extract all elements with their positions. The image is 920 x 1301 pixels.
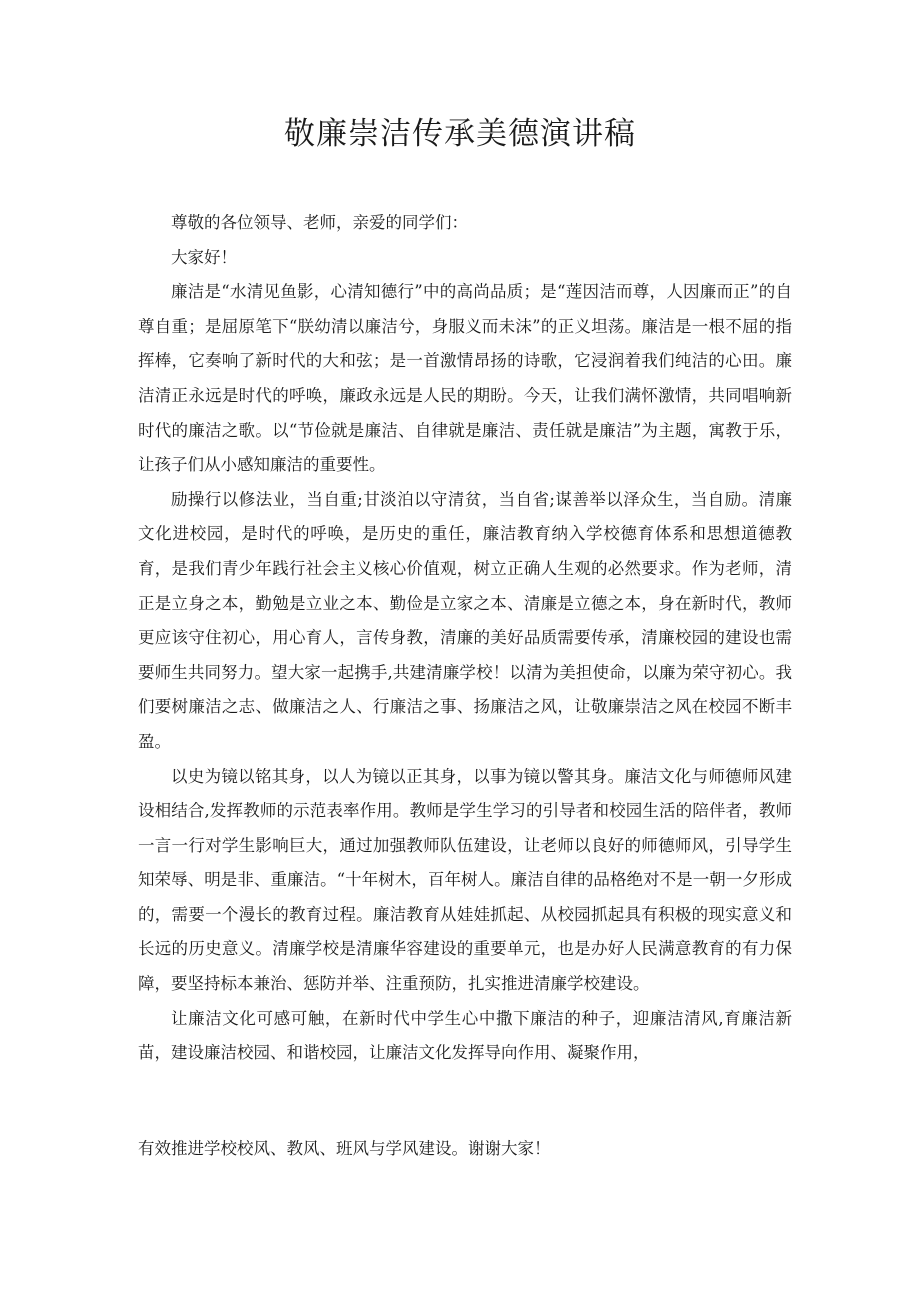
greeting: 大家好！	[171, 247, 237, 267]
document-body	[138, 206, 792, 1071]
paragraph-4: 让廉洁文化可感可触，在新时代中学生心中撒下廉洁的种子，迎廉洁清风,育廉洁新苗，建设廉洁校园、和谐校园，让廉洁文化发挥导向作用、凝聚作用，	[138, 1008, 792, 1063]
paragraph-3: 以史为镜以铭其身，以人为镜以正其身，以事为镜以警其身。廉洁文化与师德师风建设相结合,发挥教师的示范表率作用。教师是学生学习的引导者和校园生活的陪伴者，教师一言一行对学生影响巨大，通过加强教师队伍建设，让老师以良好的师德师风，引导学生知荣辱、明是非、重廉洁。“十年树木，百年树人。廉洁自律的品格绝对不是一朝一夕形成的，需要一个漫长的教育过程。廉洁教育从娃娃抓起、从校园抓起具有积极的现实意义和长远的历史意义。清廉学校是清廉华容建设的重要单元，也是办好人民满意教育的有力保障，要坚持标本兼治、惩防并举、注重预防，扎实推进清廉学校建设。	[138, 766, 792, 994]
closing-line: 有效推进学校校风、教风、班风与学风建设。谢谢大家！	[138, 1139, 551, 1158]
paragraph-2: 励操行以修法业，当自重;甘淡泊以守清贫，当自省;谋善举以泽众生，当自励。清廉文化进校园，是时代的呼唤，是历史的重任，廉洁教育纳入学校德育体系和思想道德教育，是我们青少年践行社会主义核心价值观，树立正确人生观的必然要求。作为老师，清正是立身之本，勤勉是立业之本、勤俭是立家之本、清廉是立德之本，身在新时代，教师更应该守住初心，用心育人，言传身教，清廉的美好品质需要传承，清廉校园的建设也需要师生共同努力。望大家一起携手,共建清廉学校！以清为美担使命，以廉为荣守初心。我们要树廉洁之志、做廉洁之人、行廉洁之事、扬廉洁之风，让敬廉崇洁之风在校园不断丰盈。	[138, 489, 792, 751]
paragraph-1: 廉洁是“水清见鱼影，心清知德行”中的高尚品质；是“莲因洁而尊，人因廉而正”的自尊自重；是屈原笔下“朕幼清以廉洁兮，身服义而未沫”的正义坦荡。廉洁是一根不屈的指挥棒，它奏响了新时代的大和弦；是一首激情昂扬的诗歌，它浸润着我们纯洁的心田。廉洁清正永远是时代的呼唤，廉政永远是人民的期盼。今天，让我们满怀激情，共同唱响新时代的廉洁之歌。以“节俭就是廉洁、自律就是廉洁、责任就是廉洁”为主题，寓教于乐，让孩子们从小感知廉洁的重要性。	[138, 282, 792, 475]
salutation: 尊敬的各位领导、老师，亲爱的同学们：	[171, 213, 468, 232]
document-title: 敬廉崇洁传承美德演讲稿	[284, 116, 636, 152]
